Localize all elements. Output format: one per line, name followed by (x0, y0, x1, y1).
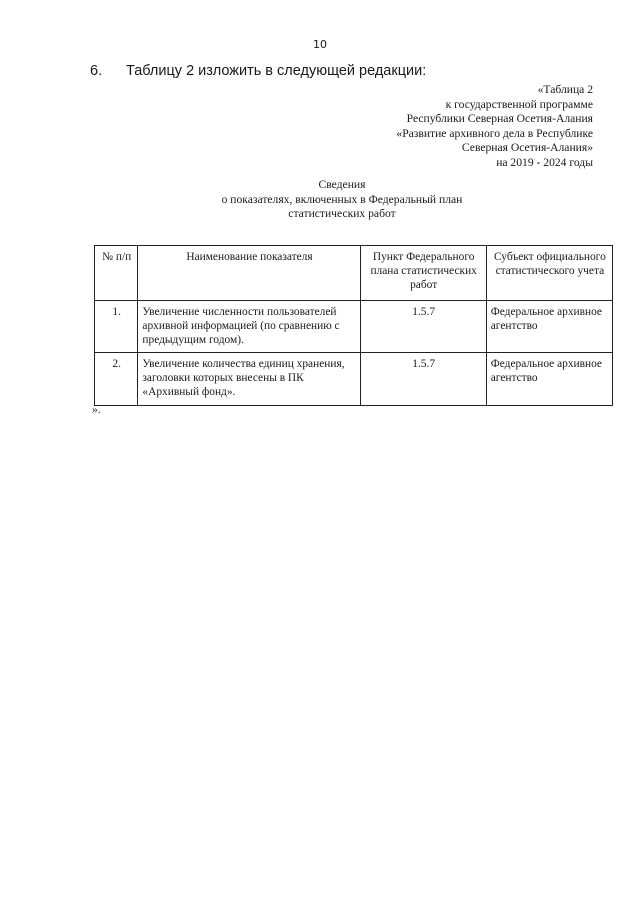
amendment-item-number: 6. (90, 63, 103, 79)
approval-line: «Таблица 2 (537, 83, 593, 96)
header-no: № п/п (95, 246, 138, 301)
table-row (95, 301, 613, 353)
cell-name: Увеличение количества единиц хранения, заголовки которых внесены в ПК «Архивный фонд». (138, 353, 360, 405)
cell-point: 1.5.7 (360, 301, 486, 353)
approval-block (396, 83, 593, 171)
approval-line: Республики Северная Осетия-Алания (406, 112, 593, 126)
closing-quote: ». (92, 403, 101, 416)
amendment-item (90, 63, 426, 79)
amendment-item-text: Таблицу 2 изложить в следующей редакции: (126, 63, 427, 79)
table-header-row (95, 246, 613, 301)
table-heading (218, 178, 466, 222)
header-name: Наименование показателя (138, 246, 360, 301)
cell-subject: Федеральное архивное агентство (486, 301, 612, 353)
approval-line: «Развитие архивного дела в Республике (396, 126, 593, 140)
cell-no: 1. (95, 301, 138, 353)
approval-line: Северная Осетия-Алания» (461, 141, 593, 155)
heading-title: Сведения (318, 178, 366, 191)
cell-no: 2. (95, 353, 138, 405)
cell-name: Увеличение численности пользователей архивной информацией (по сравнению с предыдущим годом). (138, 301, 360, 353)
heading-subtitle-line: о показателях, включенных в Федеральный план (221, 192, 463, 206)
header-point: Пункт Федерального плана статистических работ (360, 246, 486, 301)
approval-line: на 2019 - 2024 годы (496, 155, 593, 169)
table-row (95, 353, 613, 405)
cell-point: 1.5.7 (360, 353, 486, 405)
heading-subtitle-line: статистических работ (288, 207, 396, 221)
cell-subject: Федеральное архивное агентство (486, 353, 612, 405)
header-subject: Субъект официального статистического учета (486, 246, 612, 301)
indicators-table (94, 245, 613, 406)
page-number: 10 (313, 38, 327, 51)
approval-line: к государственной программе (445, 97, 593, 111)
